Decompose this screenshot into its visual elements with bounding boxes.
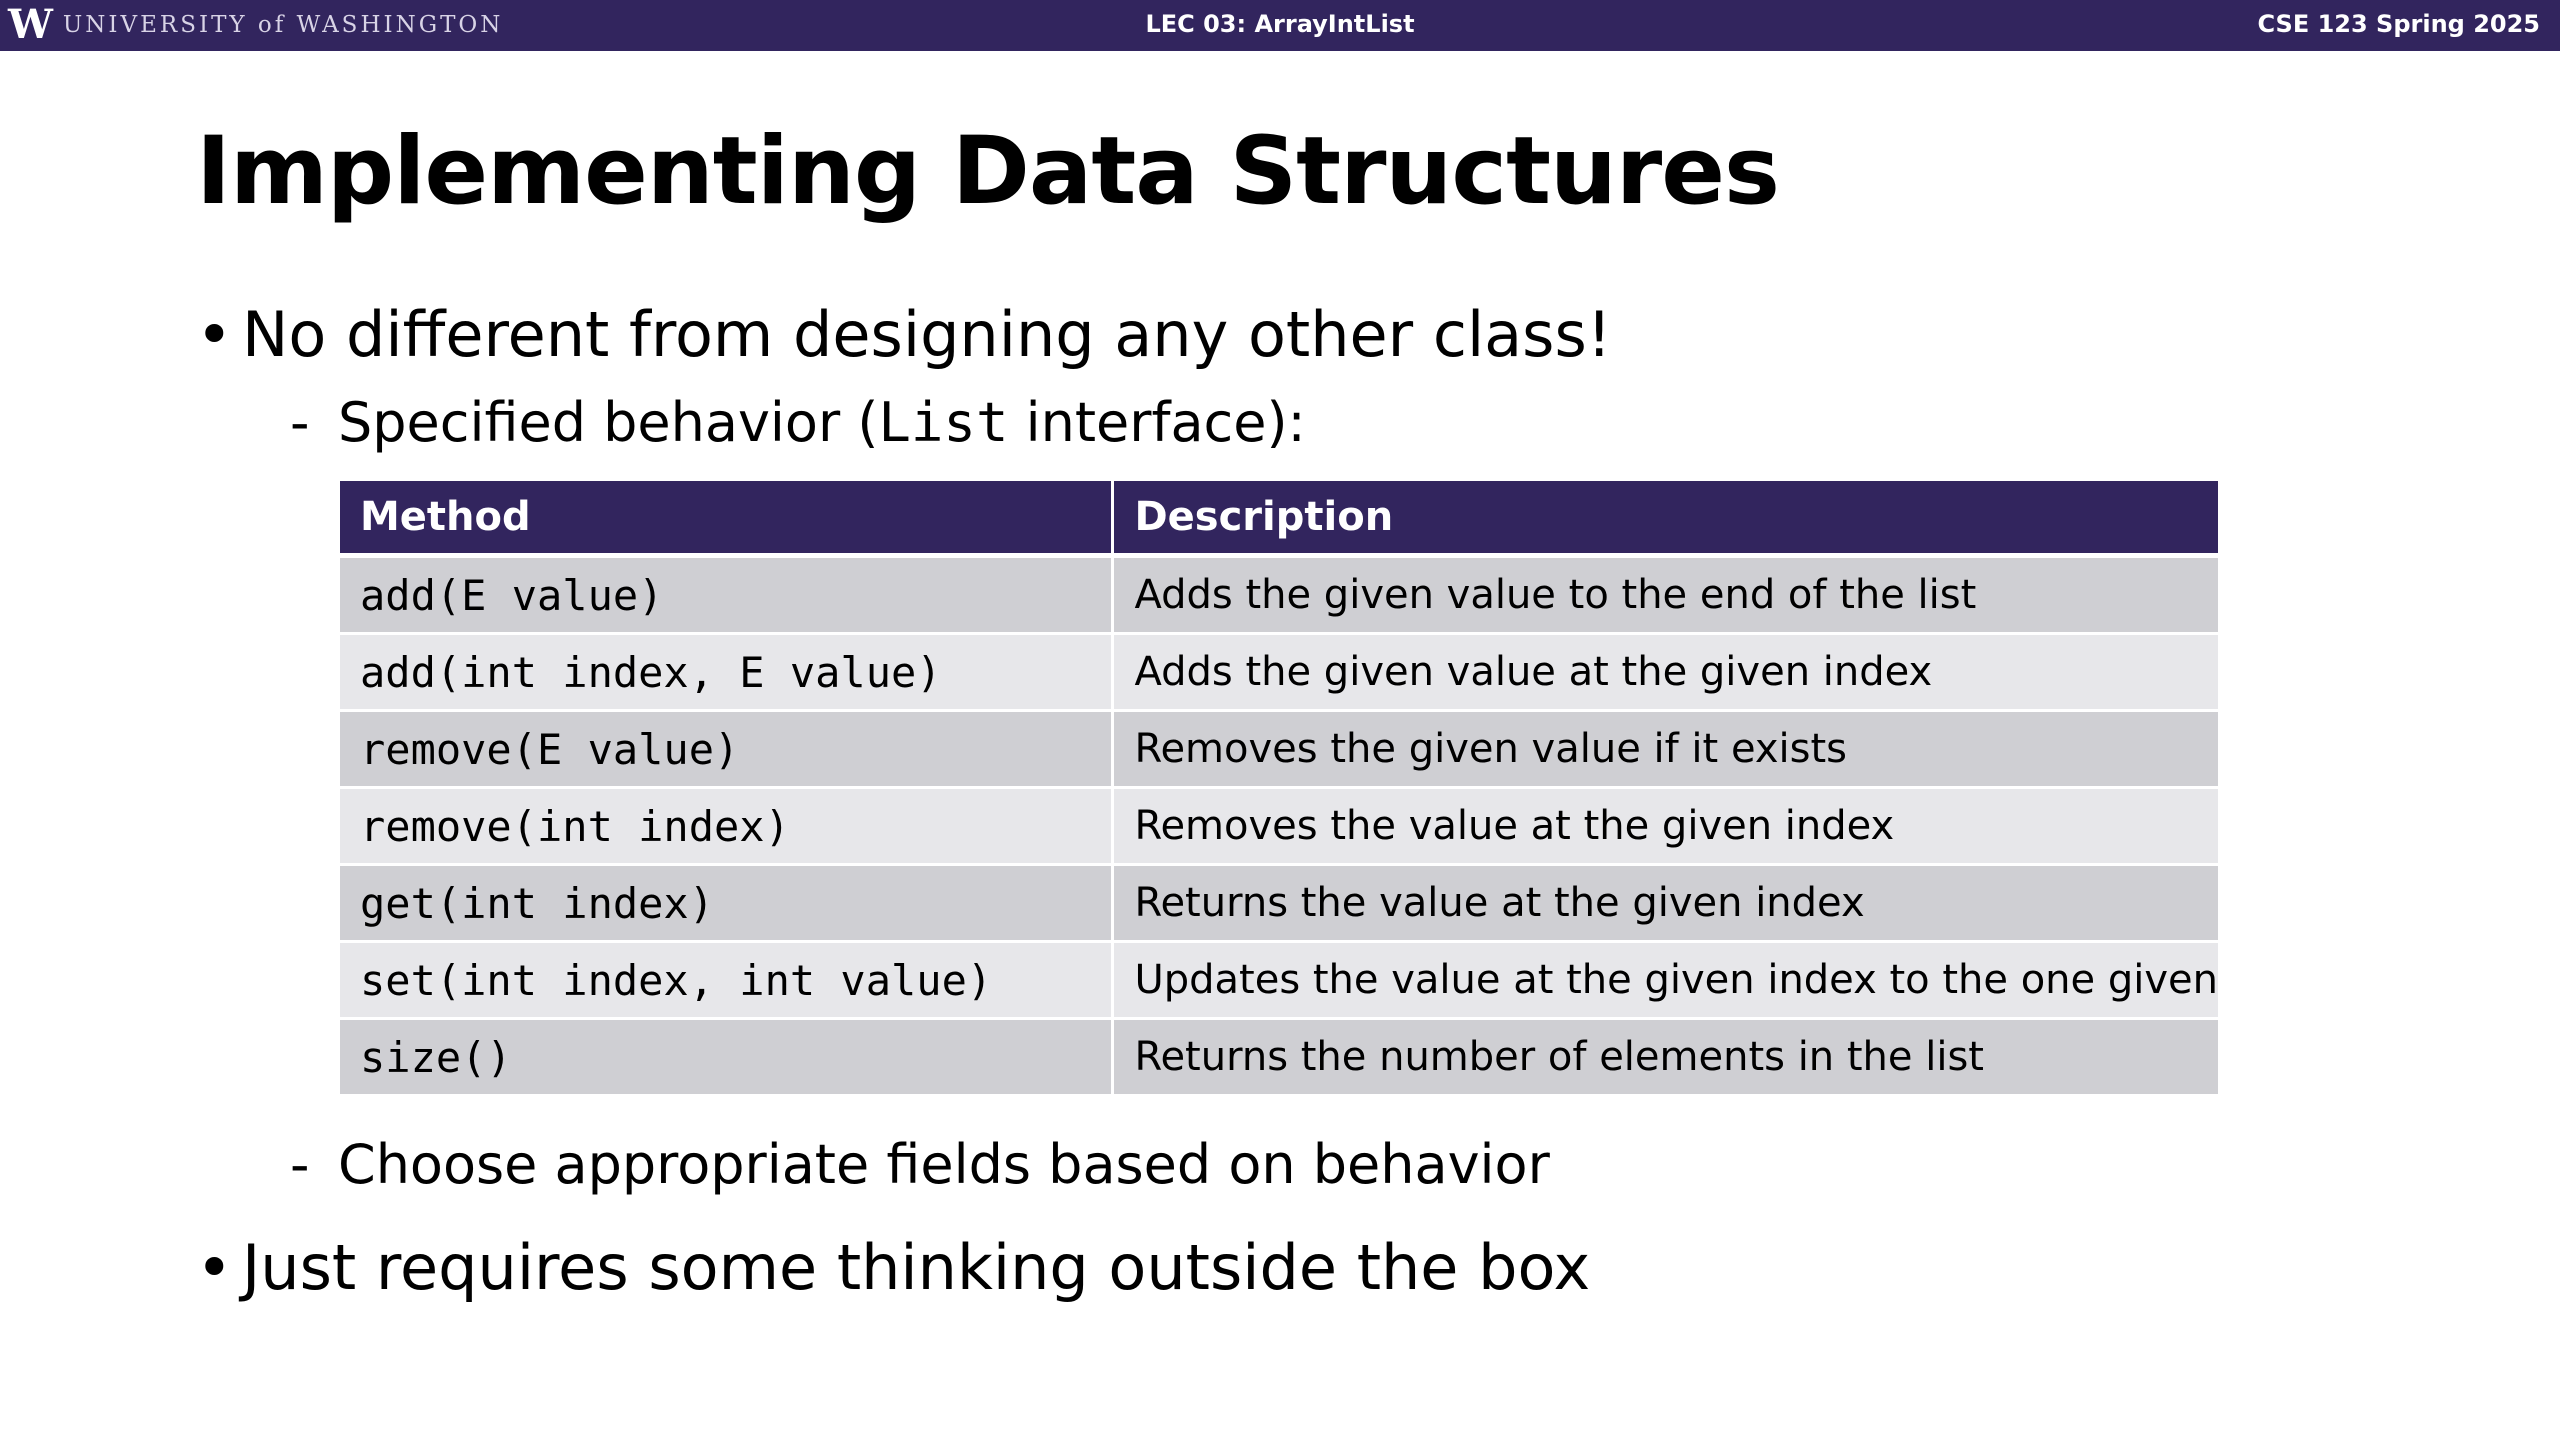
- university-logo: [8, 1, 504, 48]
- description-cell: Removes the value at the given index: [1114, 789, 2218, 866]
- description-cell: Updates the value at the given index to the one given: [1114, 943, 2218, 1020]
- column-header-description: Description: [1114, 481, 2218, 558]
- table-row: [340, 943, 2218, 1020]
- table-row: [340, 789, 2218, 866]
- method-cell: add(int index, E value): [340, 635, 1114, 712]
- list-code: List: [878, 391, 1009, 454]
- sub-bullet-fields: [290, 1130, 1550, 1200]
- dash-mark: -: [290, 1133, 310, 1196]
- bullet-1-text: No different from designing any other class!: [242, 298, 1612, 371]
- method-cell: size(): [340, 1020, 1114, 1097]
- dash-mark: -: [290, 391, 310, 454]
- uw-w-icon: W: [8, 1, 51, 48]
- slide-title: Implementing Data Structures: [196, 117, 1779, 226]
- description-cell: Adds the given value to the end of the list: [1114, 558, 2218, 635]
- bullet-mark: •: [196, 298, 233, 371]
- sub-suffix: interface):: [1008, 391, 1306, 454]
- bullet-mark: •: [196, 1231, 233, 1304]
- method-cell: set(int index, int value): [340, 943, 1114, 1020]
- sub-prefix: Specified behavior (: [338, 391, 879, 454]
- table-row: [340, 1020, 2218, 1097]
- table-header-row: [340, 481, 2218, 558]
- university-name: UNIVERSITY of WASHINGTON: [62, 12, 504, 38]
- sub-fields-text: Choose appropriate fields based on behavior: [338, 1133, 1550, 1196]
- bullet-2-text: Just requires some thinking outside the box: [242, 1231, 1591, 1304]
- method-cell: remove(E value): [340, 712, 1114, 789]
- column-header-method: Method: [340, 481, 1114, 558]
- header-bar: [0, 0, 2560, 51]
- table-row: [340, 635, 2218, 712]
- table-row: [340, 866, 2218, 943]
- table-row: [340, 558, 2218, 635]
- method-cell: remove(int index): [340, 789, 1114, 866]
- description-cell: Removes the given value if it exists: [1114, 712, 2218, 789]
- method-cell: get(int index): [340, 866, 1114, 943]
- lecture-title: LEC 03: ArrayIntList: [1145, 10, 1415, 38]
- description-cell: Returns the value at the given index: [1114, 866, 2218, 943]
- methods-table: [340, 481, 2218, 1097]
- table-row: [340, 712, 2218, 789]
- bullet-2: [196, 1228, 1590, 1308]
- bullet-1: [196, 295, 1612, 375]
- sub-bullet-specified: [290, 388, 1306, 458]
- description-cell: Returns the number of elements in the list: [1114, 1020, 2218, 1097]
- description-cell: Adds the given value at the given index: [1114, 635, 2218, 712]
- course-name: CSE 123 Spring 2025: [2257, 10, 2540, 38]
- method-cell: add(E value): [340, 558, 1114, 635]
